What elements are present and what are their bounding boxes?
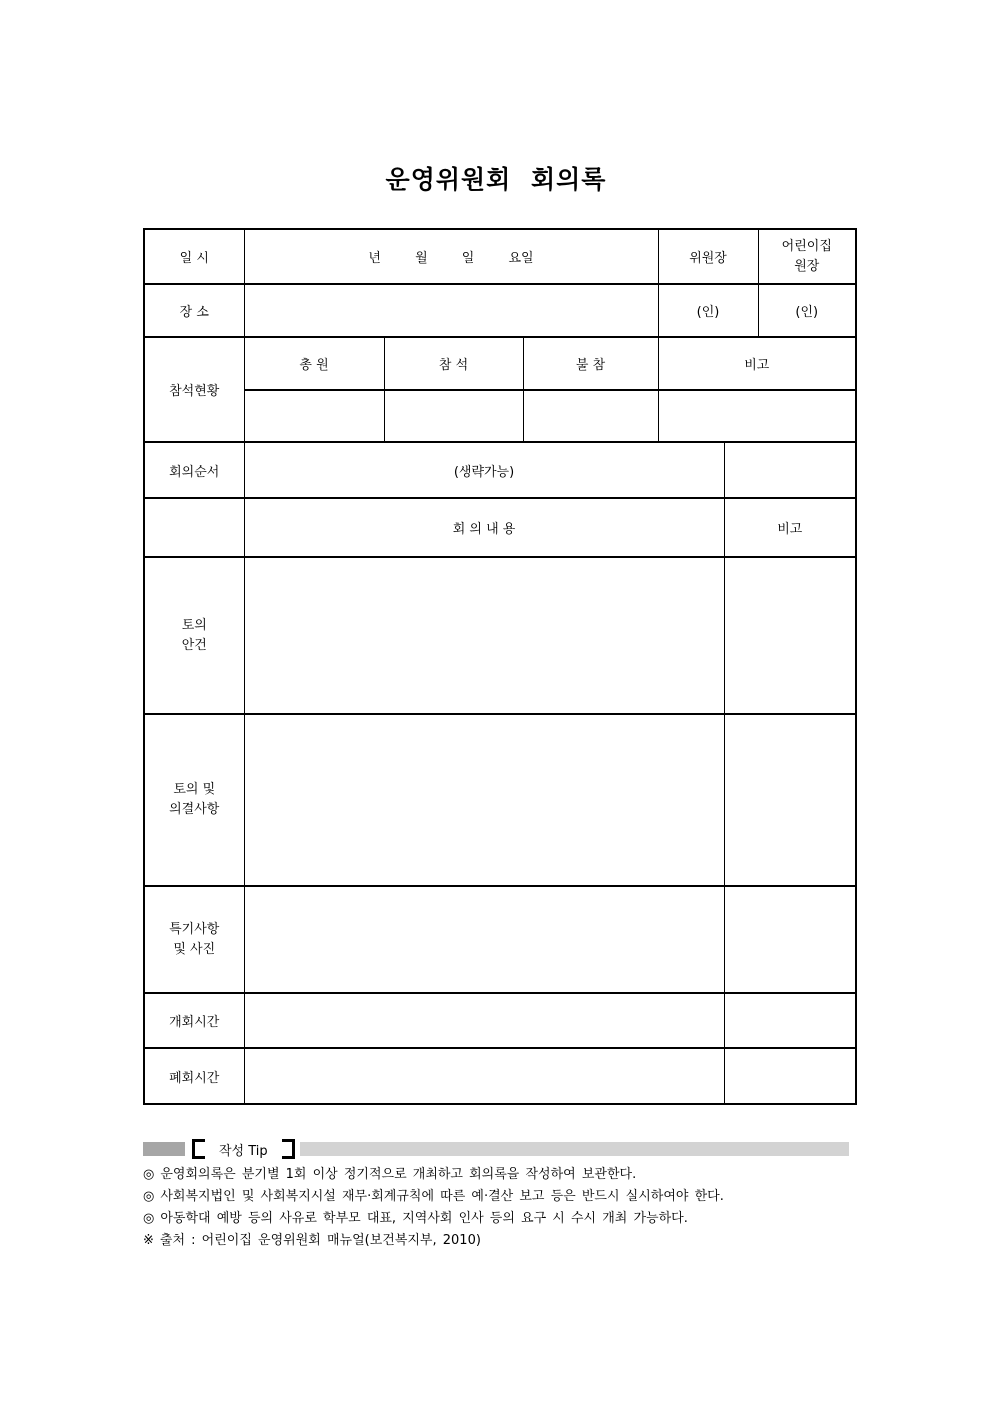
row-place (144, 284, 856, 337)
special-notes-label-line1: 특기사항 (169, 921, 220, 937)
attendance-col-total: 총 원 (244, 337, 384, 390)
page-title: 운영위원회 회의록 (385, 165, 607, 194)
agenda-order-note-cell (724, 442, 856, 498)
attendance-label: 참석현황 (144, 337, 244, 442)
open-time-label: 개회시간 (144, 993, 244, 1048)
attendance-absent-cell (523, 390, 658, 442)
chair-seal: (인) (658, 284, 758, 337)
director-seal: (인) (758, 284, 856, 337)
attendance-col-present: 참 석 (384, 337, 523, 390)
footnote-line (143, 1208, 883, 1230)
content-header-label: 회 의 내 용 (244, 498, 724, 557)
double-circle-bullet-icon: ◎ (143, 1189, 155, 1204)
row-datetime (144, 229, 856, 284)
special-notes-content-cell (244, 886, 724, 993)
close-time-note-cell (724, 1048, 856, 1104)
attendance-col-note: 비고 (658, 337, 856, 390)
content-header-blank (144, 498, 244, 557)
place-label: 장 소 (144, 284, 244, 337)
row-agenda-order (144, 442, 856, 498)
agenda-order-value: (생략가능) (244, 442, 724, 498)
open-time-note-cell (724, 993, 856, 1048)
bracket-left-icon (192, 1139, 205, 1159)
footnote-text: 출처 : 어린이집 운영위원회 매뉴얼(보건복지부, 2010) (159, 1233, 481, 1248)
row-discussion-resolution (144, 714, 856, 886)
discussion-agenda-label (144, 557, 244, 714)
discussion-resolution-label-line2: 의결사항 (169, 802, 220, 817)
attendance-col-absent: 불 참 (523, 337, 658, 390)
special-notes-label-line2: 및 사진 (173, 941, 216, 957)
discussion-agenda-label-line2: 안건 (181, 637, 207, 653)
discussion-agenda-content-cell (244, 557, 724, 714)
double-circle-bullet-icon: ◎ (143, 1167, 155, 1182)
discussion-resolution-content-cell (244, 714, 724, 886)
footnote-line (143, 1164, 883, 1186)
tip-banner (143, 1136, 849, 1162)
discussion-agenda-label-line1: 토의 (181, 617, 207, 633)
row-discussion-agenda (144, 557, 856, 714)
footnote-line (143, 1186, 883, 1208)
attendance-present-cell (384, 390, 523, 442)
special-notes-label (144, 886, 244, 993)
bracket-right-icon (282, 1139, 295, 1159)
row-special-notes (144, 886, 856, 993)
discussion-resolution-label (144, 714, 244, 886)
attendance-note-cell (658, 390, 856, 442)
place-value-cell (244, 284, 658, 337)
datetime-value-cell: 년 월 일 요일 (244, 229, 658, 284)
row-content-header (144, 498, 856, 557)
discussion-resolution-note-cell (724, 714, 856, 886)
discussion-resolution-label-line1: 토의 및 (173, 782, 216, 797)
director-label-line2: 원장 (794, 258, 820, 274)
row-close-time (144, 1048, 856, 1104)
tip-gray-bar (300, 1142, 849, 1156)
row-open-time (144, 993, 856, 1048)
footnote-text: 사회복지법인 및 사회복지시설 재무·회계규칙에 따른 예·결산 보고 등은 반드시 실시하여야 한다. (160, 1189, 724, 1204)
open-time-value-cell (244, 993, 724, 1048)
agenda-order-label: 회의순서 (144, 442, 244, 498)
attendance-total-cell (244, 390, 384, 442)
footnote-text: 운영회의록은 분기별 1회 이상 정기적으로 개최하고 회의록을 작성하여 보관한다. (160, 1167, 637, 1182)
meeting-minutes-table (143, 228, 857, 1105)
close-time-label: 폐회시간 (144, 1048, 244, 1104)
double-circle-bullet-icon: ◎ (143, 1211, 155, 1226)
row-attendance-values (144, 390, 856, 442)
footnote-text: 아동학대 예방 등의 사유로 학부모 대표, 지역사회 인사 등의 요구 시 수시 개최 가능하다. (160, 1211, 688, 1226)
chair-label: 위원장 (658, 229, 758, 284)
discussion-agenda-note-cell (724, 557, 856, 714)
tip-gray-block (143, 1142, 185, 1156)
row-attendance-header (144, 337, 856, 390)
tip-heading: 작성 Tip (219, 1143, 268, 1159)
datetime-label: 일 시 (144, 229, 244, 284)
director-label-line1: 어린이집 (781, 238, 832, 254)
director-label (758, 229, 856, 284)
special-notes-note-cell (724, 886, 856, 993)
footnote-line (143, 1230, 883, 1252)
footnotes (143, 1164, 883, 1252)
close-time-value-cell (244, 1048, 724, 1104)
content-header-note: 비고 (724, 498, 856, 557)
reference-mark-icon: ※ (143, 1233, 154, 1248)
